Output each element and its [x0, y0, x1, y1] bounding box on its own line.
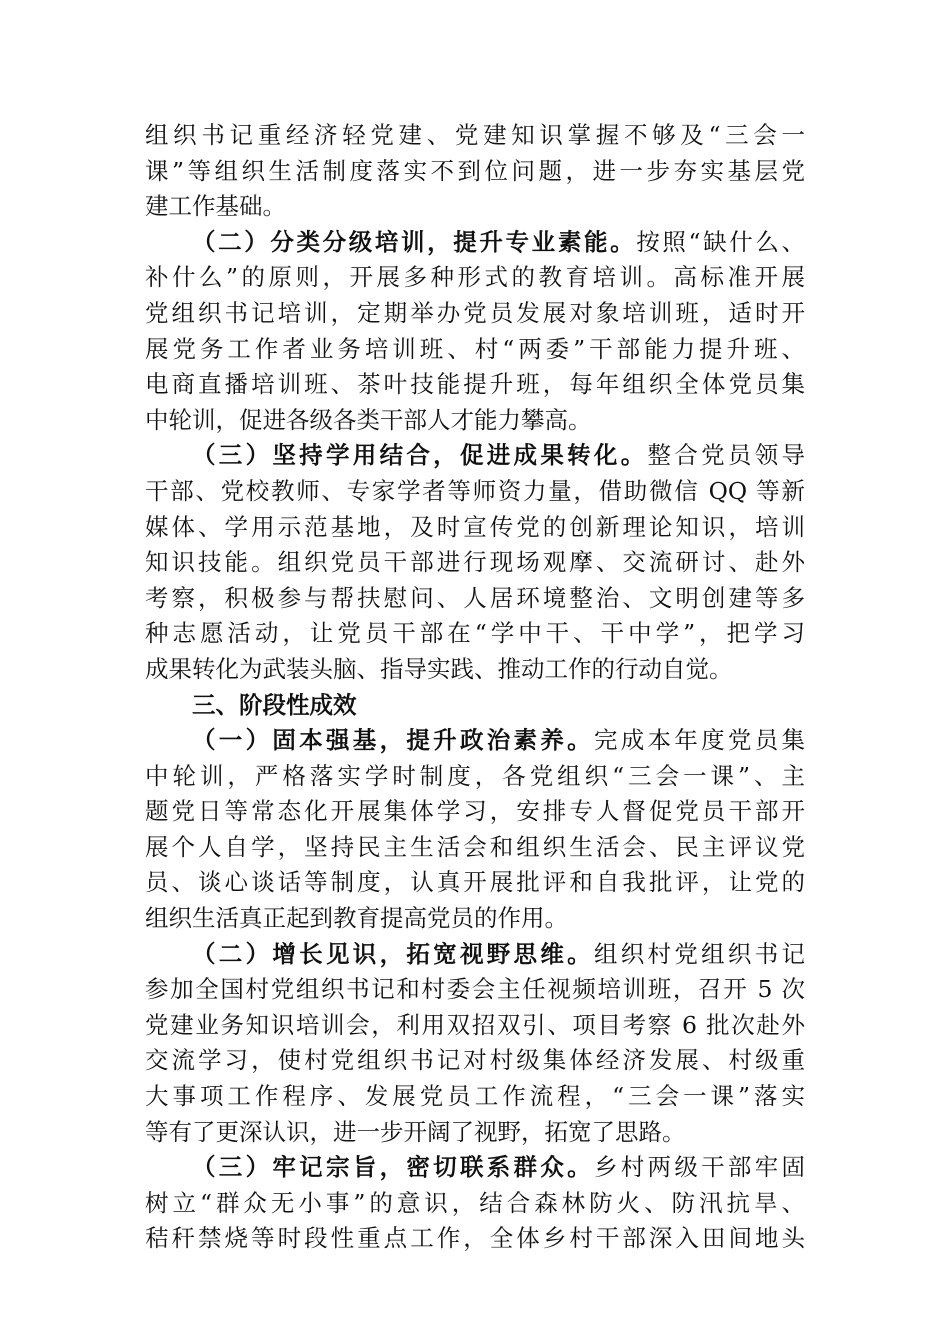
line-text: 完成本年度党员集 — [593, 726, 805, 755]
line-text: 按照“缺什么、 — [636, 227, 805, 256]
line-text: 建工作基础。 — [145, 192, 286, 221]
line-text: 整合党员领导 — [647, 441, 805, 470]
text-line — [145, 1186, 805, 1222]
paragraph-lead: （一）固本强基，提升政治素养。 — [192, 726, 594, 755]
text-line — [145, 225, 805, 261]
line-text: 干部、党校教师、专家学者等师资力量，借助微信 QQ 等新 — [145, 476, 805, 505]
text-line — [145, 1150, 805, 1186]
text-line — [145, 937, 805, 973]
paragraph-lead: （二）增长见识，拓宽视野思维。 — [192, 939, 594, 968]
text-line — [145, 510, 805, 546]
text-line — [145, 332, 805, 368]
section-heading — [145, 688, 805, 724]
line-text: 三、阶段性成效 — [192, 690, 357, 719]
text-line — [145, 1115, 805, 1151]
text-line — [145, 865, 805, 901]
text-line — [145, 794, 805, 830]
text-line — [145, 581, 805, 617]
paragraph-lead: （三）坚持学用结合，促进成果转化。 — [192, 441, 648, 470]
line-text: 课”等组织生活制度落实不到位问题，进一步夯实基层党 — [145, 156, 805, 185]
text-line — [145, 260, 805, 296]
document-page — [145, 118, 805, 1257]
paragraph-lead: （二）分类分级培训，提升专业素能。 — [192, 227, 637, 256]
text-line — [145, 901, 805, 937]
line-text: 树立“群众无小事”的意识，结合森林防火、防汛抗旱、 — [145, 1188, 805, 1217]
line-text: 交流学习，使村党组织书记对村级集体经济发展、村级重 — [145, 1046, 805, 1075]
text-line — [145, 438, 805, 474]
text-line — [145, 652, 805, 688]
line-text: 组织书记重经济轻党建、党建知识掌握不够及“三会一 — [145, 121, 805, 149]
text-line — [145, 367, 805, 403]
line-text: 种志愿活动，让党员干部在“学中干、干中学”，把学习 — [145, 619, 805, 648]
paragraph-lead: （三）牢记宗旨，密切联系群众。 — [192, 1153, 594, 1182]
text-line — [145, 759, 805, 795]
line-text: 等有了更深认识，进一步开阔了视野，拓宽了思路。 — [145, 1117, 686, 1146]
line-text: 中轮训，严格落实学时制度，各党组织“三会一课”、主 — [145, 761, 805, 790]
line-text: 秸秆禁烧等时段性重点工作，全体乡村干部深入田间地头 — [145, 1224, 805, 1253]
text-line — [145, 616, 805, 652]
line-text: 展党务工作者业务培训班、村“两委”干部能力提升班、 — [145, 334, 805, 363]
text-line — [145, 474, 805, 510]
text-line — [145, 154, 805, 190]
text-line — [145, 1008, 805, 1044]
line-text: 题党日等常态化开展集体学习，安排专人督促党员干部开 — [145, 797, 805, 826]
text-line — [145, 972, 805, 1008]
text-line — [145, 118, 805, 154]
line-text: 组织生活真正起到教育提高党员的作用。 — [145, 904, 568, 933]
line-text: 党组织书记培训，定期举办党员发展对象培训班，适时开 — [145, 298, 805, 327]
text-line — [145, 403, 805, 439]
line-text: 电商直播培训班、茶叶技能提升班，每年组织全体党员集 — [145, 370, 805, 399]
line-text: 参加全国村党组织书记和村委会主任视频培训班，召开 5 次 — [145, 975, 805, 1004]
line-text: 考察，积极参与帮扶慰问、人居环境整治、文明创建等多 — [145, 583, 805, 612]
text-line — [145, 1043, 805, 1079]
line-text: 员、谈心谈话等制度，认真开展批评和自我批评，让党的 — [145, 868, 805, 897]
line-text: 展个人自学，坚持民主生活会和组织生活会、民主评议党 — [145, 832, 805, 861]
line-text: 乡村两级干部牢固 — [593, 1153, 805, 1182]
line-text: 大事项工作程序、发展党员工作流程，“三会一课”落实 — [145, 1082, 805, 1111]
text-line — [145, 296, 805, 332]
line-text: 知识技能。组织党员干部进行现场观摩、交流研讨、赴外 — [145, 548, 805, 577]
line-text: 媒体、学用示范基地，及时宣传党的创新理论知识，培训 — [145, 512, 805, 541]
text-line — [145, 1079, 805, 1115]
line-text: 成果转化为武装头脑、指导实践、推动工作的行动自觉。 — [145, 654, 733, 683]
line-text: 中轮训，促进各级各类干部人才能力攀高。 — [145, 405, 592, 434]
text-line — [145, 723, 805, 759]
line-text: 组织村党组织书记 — [593, 939, 805, 968]
text-line — [145, 1221, 805, 1257]
text-line — [145, 189, 805, 225]
text-line — [145, 545, 805, 581]
text-line — [145, 830, 805, 866]
line-text: 补什么”的原则，开展多种形式的教育培训。高标准开展 — [145, 263, 805, 292]
line-text: 党建业务知识培训会，利用双招双引、项目考察 6 批次赴外 — [145, 1010, 805, 1039]
